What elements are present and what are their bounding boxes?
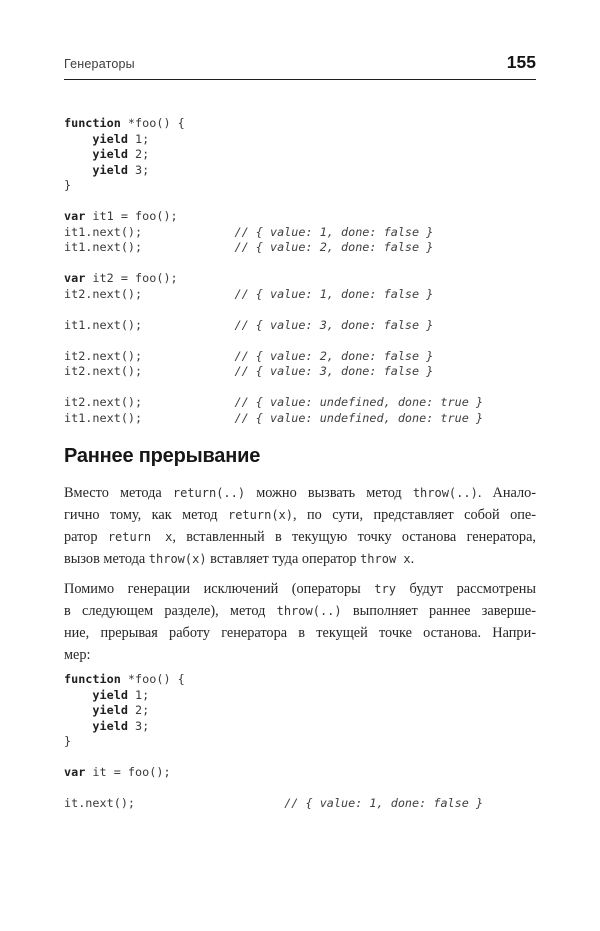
code-line: yield 1; bbox=[92, 687, 150, 702]
code-line: yield 3; bbox=[92, 718, 150, 733]
code-line: var it2 = foo(); bbox=[64, 271, 178, 285]
code-line: yield 3; bbox=[92, 162, 150, 177]
code-line: it1.next(); // { value: 3, done: false } bbox=[64, 317, 434, 332]
code-line: } bbox=[64, 178, 72, 192]
code-line: it1.next(); // { value: undefined, done: true } bbox=[64, 410, 484, 425]
code-line: function *foo() { bbox=[64, 116, 185, 130]
inline-code: try bbox=[374, 582, 396, 596]
code-line: it.next(); // { value: 1, done: false } bbox=[64, 796, 484, 810]
code-line: it2.next(); // { value: 1, done: false } bbox=[64, 286, 434, 301]
code-block-throw-example bbox=[64, 672, 536, 812]
code-line bbox=[64, 302, 536, 318]
code-line bbox=[64, 750, 536, 766]
paragraph bbox=[64, 578, 536, 666]
inline-code: throw(x) bbox=[148, 552, 207, 566]
paragraph bbox=[64, 482, 536, 570]
code-line: it2.next(); // { value: 3, done: false } bbox=[64, 364, 434, 378]
code-line bbox=[64, 380, 536, 396]
inline-code: throw x bbox=[360, 552, 411, 566]
code-line: function *foo() { bbox=[64, 672, 185, 686]
inline-code: throw(..) bbox=[276, 604, 342, 618]
body-text bbox=[64, 482, 536, 666]
code-line: it2.next(); // { value: 2, done: false } bbox=[64, 348, 434, 363]
inline-code: return x bbox=[107, 530, 173, 544]
body-line: Помимо генерации исключений (операторы try будут рассмотрены bbox=[64, 581, 536, 597]
body-line: мер: bbox=[64, 647, 91, 663]
body-line: ратор return x, вставленный в текущую точку останова генератора, bbox=[64, 529, 536, 545]
code-line bbox=[64, 256, 536, 272]
code-line: it1.next(); // { value: 1, done: false } bbox=[64, 224, 434, 239]
code-line: var it = foo(); bbox=[64, 765, 171, 779]
inline-code: throw(..) bbox=[412, 486, 478, 500]
body-line: ние, прерывая работу генератора в текущей точке останова. Напри- bbox=[64, 625, 536, 641]
body-line: гично тому, как метод return(x), по сути, представляет собой опе- bbox=[64, 507, 536, 523]
code-line: yield 2; bbox=[92, 147, 150, 161]
running-head bbox=[64, 52, 536, 80]
code-line: yield 2; bbox=[92, 703, 150, 717]
chapter-title: Генераторы bbox=[64, 57, 135, 71]
code-line bbox=[64, 333, 536, 349]
code-line: yield 1; bbox=[92, 131, 150, 146]
code-line: var it1 = foo(); bbox=[64, 209, 178, 223]
code-line: it1.next(); // { value: 2, done: false } bbox=[64, 240, 434, 254]
code-line: it2.next(); // { value: undefined, done: true } bbox=[64, 395, 484, 409]
body-line: Вместо метода return(..) можно вызвать метод throw(..). Анало- bbox=[64, 485, 537, 501]
page-number: 155 bbox=[506, 52, 536, 72]
book-page bbox=[0, 52, 600, 931]
inline-code: return(..) bbox=[172, 486, 246, 500]
body-line: в следующем разделе), метод throw(..) выполняет раннее заверше- bbox=[64, 603, 536, 619]
body-line: вызов метода throw(x) вставляет туда оператор throw x. bbox=[64, 551, 415, 567]
code-line bbox=[64, 194, 536, 210]
section-heading: Раннее прерывание bbox=[64, 445, 261, 467]
code-block-generators-example bbox=[64, 116, 536, 426]
code-line bbox=[64, 781, 536, 797]
code-line: } bbox=[64, 734, 72, 748]
inline-code: return(x) bbox=[227, 508, 294, 522]
